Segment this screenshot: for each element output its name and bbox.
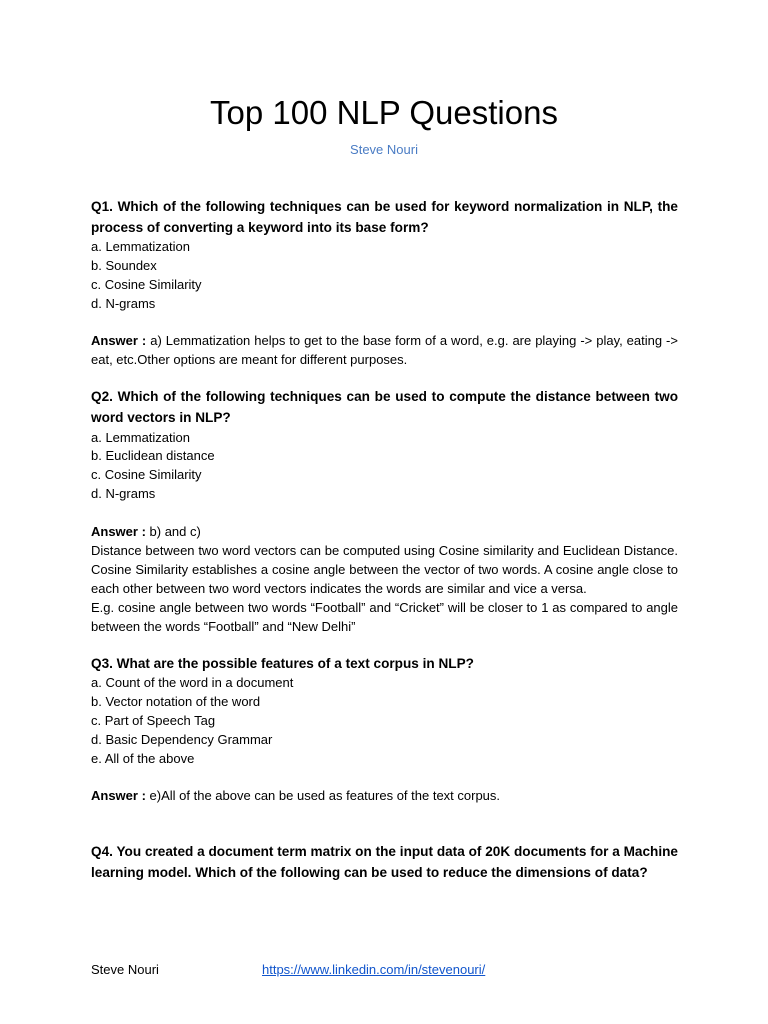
q2-option-d: d. N-grams (91, 485, 156, 501)
q3-option-e: e. All of the above (91, 750, 195, 766)
q3-option-a: a. Count of the word in a document (91, 675, 294, 691)
q2-explanation-1: Distance between two word vectors can be computed using Cosine similarity and Euclidean Distance. Cosine Similarity establishes a cosine angle between the vector of two words. A cosine angle close to each other between two word vectors indicates the words are similar and vice a versa. (91, 542, 678, 596)
q3-option-c: c. Part of Speech Tag (91, 712, 216, 728)
answer-label: Answer : (91, 523, 146, 539)
q3-answer (91, 786, 678, 805)
q1-option-a: a. Lemmatization (91, 239, 190, 255)
page-title: Top 100 NLP Questions (210, 94, 558, 131)
q1-answer-text: a) Lemmatization helps to get to the base form of a word, e.g. are playing -> play, eating -> eat, etc.Other options are meant for different purposes. (91, 333, 678, 368)
q1-option-b: b. Soundex (91, 257, 157, 273)
q2-option-b: b. Euclidean distance (91, 448, 215, 464)
q1-option-d: d. N-grams (91, 295, 156, 311)
q3-option-d: d. Basic Dependency Grammar (91, 731, 273, 747)
q2-option-a: a. Lemmatization (91, 429, 190, 445)
q2-answer (91, 522, 678, 541)
footer-author: Steve Nouri (91, 962, 159, 977)
q1-answer (91, 331, 678, 369)
author-name: Steve Nouri (350, 142, 418, 157)
question-2: Q2. Which of the following techniques can be used to compute the distance between two word vectors in NLP? (91, 389, 678, 425)
answer-label: Answer : (91, 788, 146, 804)
q2-explanation-2: E.g. cosine angle between two words “Football” and “Cricket” will be closer to 1 as compared to angle between the words “Football” and “New Delhi” (91, 599, 678, 634)
question-3: Q3. What are the possible features of a text corpus in NLP? (91, 655, 474, 671)
q3-option-b: b. Vector notation of the word (91, 694, 261, 710)
linkedin-link[interactable]: https://www.linkedin.com/in/stevenouri/ (262, 962, 486, 977)
question-4: Q4. You created a document term matrix on the input data of 20K documents for a Machine learning model. Which of the following can be used to reduce the dimensions of data? (91, 844, 678, 880)
question-1: Q1. Which of the following techniques can be used for keyword normalization in NLP, the process of converting a keyword into its base form? (91, 199, 678, 235)
questions-content (91, 197, 678, 884)
q3-answer-text: e)All of the above can be used as features of the text corpus. (149, 788, 501, 804)
answer-label: Answer : (91, 333, 147, 349)
q2-option-c: c. Cosine Similarity (91, 467, 202, 483)
q1-option-c: c. Cosine Similarity (91, 276, 202, 292)
q2-answer-text: b) and c) (149, 523, 201, 539)
